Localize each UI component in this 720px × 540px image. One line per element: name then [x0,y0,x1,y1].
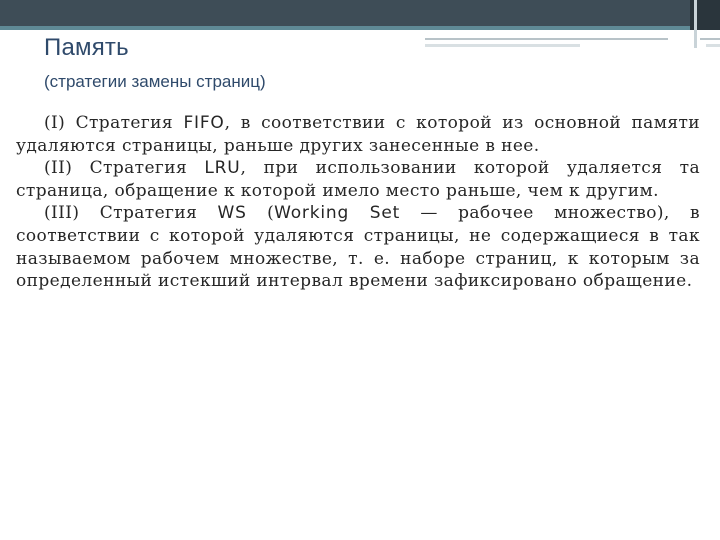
decorative-rule [425,38,668,40]
paragraph-label: (II) [44,158,73,179]
strategy-name: LRU [204,158,241,179]
decorative-rule [706,44,720,47]
paragraph-label: (III) [44,203,80,224]
strategy-name: WS [217,203,247,224]
strategy-word: Стратегия [75,113,174,133]
slide-subtitle: (стратегии замены страниц) [44,72,266,91]
strategy-word: Стратегия [99,203,198,224]
strategy-name: FIFO [183,113,225,133]
decorative-rule [700,38,720,40]
paragraph-text: , в соответствии с которой из основной памяти удаляются страницы, раньше других занесенные в нее. [16,113,701,156]
paragraph-text: — рабочее множество), в соответствии с которой удаляются страницы, не содержащиеся в так называемом рабочем множестве, т. е. наборе страниц, к которым за определенный истекший интервал времени зафиксировано обращение. [16,203,701,292]
english-term: Working Set [274,203,401,224]
strategy-word: Стратегия [89,158,188,179]
strategy-paragraph-lru [16,157,700,202]
header-accent-band [0,26,690,30]
strategy-paragraph-ws [16,202,700,292]
strategy-paragraph-fifo [16,112,700,157]
header-edge-stripe [694,0,697,48]
header-band [0,0,720,26]
scanned-text-block [16,112,700,344]
slide-title: Память [44,34,129,61]
paragraph-text-lead: ( [246,203,275,224]
paragraph-label: (I) [44,113,66,133]
paragraph-text: , при использовании которой удаляется та страница, обращение к которой имело место раньше, чем к другим. [16,158,700,201]
decorative-rule [425,44,580,47]
